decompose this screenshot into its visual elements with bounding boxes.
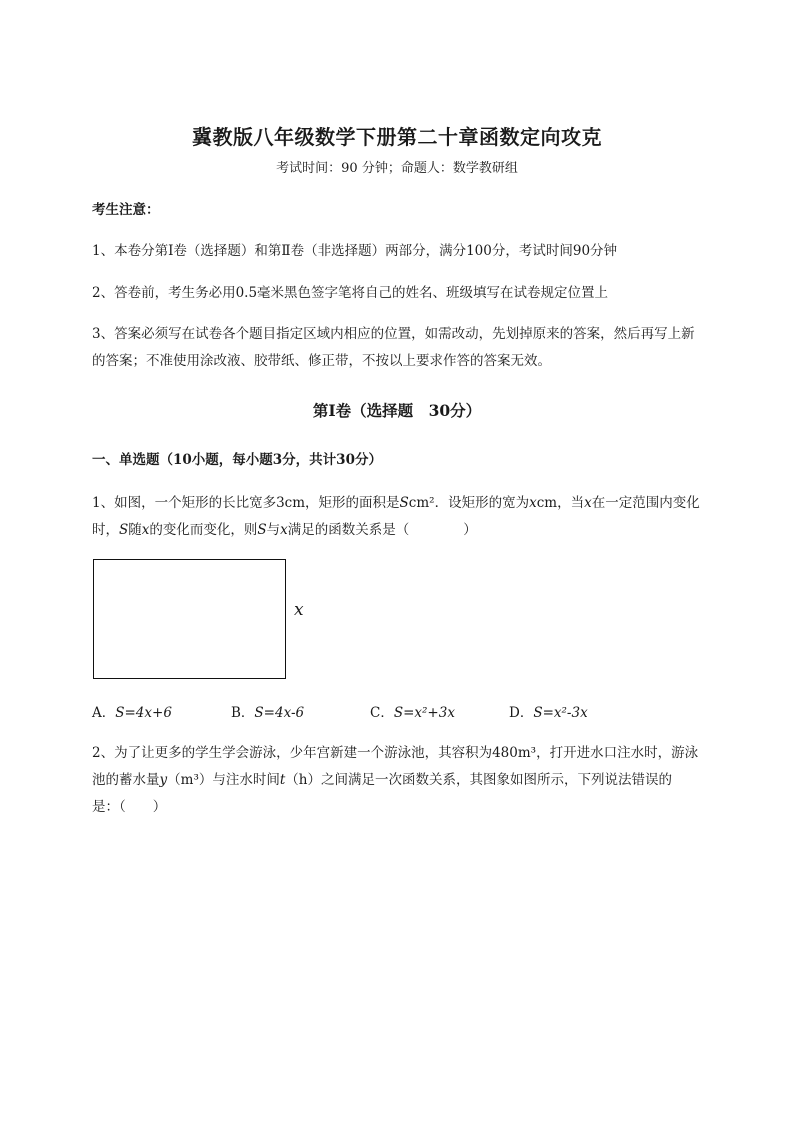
note-item-2: 2、答卷前，考生务必用0.5毫米黑色签字笔将自己的姓名、班级填写在试卷规定位置上 xyxy=(92,285,609,301)
option-b[interactable]: B．S=4x-6 xyxy=(231,705,305,721)
part-heading: 一、单选题（10小题，每小题3分，共计30分） xyxy=(92,452,382,468)
option-a[interactable]: A．S=4x+6 xyxy=(92,705,172,721)
notes-heading: 考生注意： xyxy=(92,202,160,218)
option-c[interactable]: C．S=x²+3x xyxy=(370,705,455,721)
note-item-3: 3、答案必须写在试卷各个题目指定区域内相应的位置，如需改动，先划掉原来的答案，然后再写上新 xyxy=(92,326,695,342)
section-title: 第Ⅰ卷（选择题 30分） xyxy=(312,401,482,420)
rectangle-figure xyxy=(93,559,286,679)
question-1-line-2: 时，S随x的变化而变化，则S与x满足的函数关系是（ ） xyxy=(92,522,477,538)
exam-info: 考试时间：90 分钟；命题人：数学教研组 xyxy=(276,161,518,176)
question-2-line-2: 池的蓄水量y（m³）与注水时间t（h）之间满足一次函数关系，其图象如图所示，下列说法错误的 xyxy=(92,772,672,788)
page-title: 冀教版八年级数学下册第二十章函数定向攻克 xyxy=(192,125,602,149)
question-2-line-1: 2、为了让更多的学生学会游泳，少年宫新建一个游泳池，其容积为480m³，打开进水口注水时，游泳 xyxy=(92,745,699,761)
question-1-line-1: 1、如图，一个矩形的长比宽多3cm，矩形的面积是Scm²．设矩形的宽为xcm，当x在一定范围内变化 xyxy=(92,495,700,511)
option-d[interactable]: D．S=x²-3x xyxy=(509,705,588,721)
note-item-3-cont: 的答案；不准使用涂改液、胶带纸、修正带，不按以上要求作答的答案无效。 xyxy=(92,353,551,369)
figure-width-label: x xyxy=(294,600,304,620)
question-2-line-3: 是：（ ） xyxy=(92,799,167,815)
note-item-1: 1、本卷分第Ⅰ卷（选择题）和第Ⅱ卷（非选择题）两部分，满分100分，考试时间90分钟 xyxy=(92,243,618,259)
